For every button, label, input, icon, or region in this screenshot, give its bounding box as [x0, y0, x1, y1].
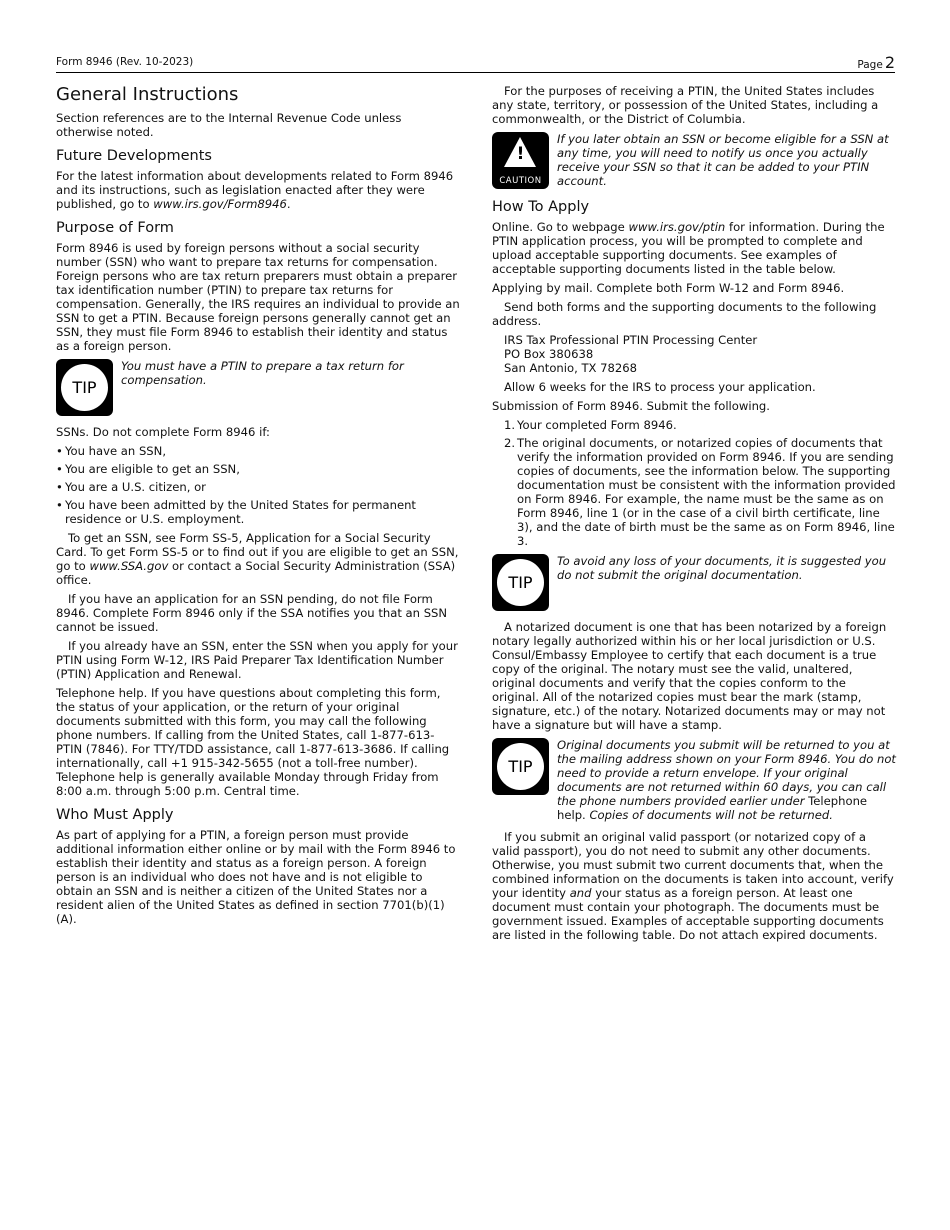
online-text — [492, 220, 896, 276]
tip-text-part: Original documents you submit will be returned to you at the mailing address shown on your Form 8946. You do not need to provide a return envelope. If your original documents are not returned within 60 days, you can call the phone numbers provided earlier under — [557, 738, 896, 808]
future-developments-body: For the latest information about developments related to Form 8946 and its instructions, such as legislation enacted after they were published, go to — [56, 169, 454, 211]
tip-text-part: Copies of documents will not be returned. — [589, 808, 833, 822]
passport-and: and — [569, 886, 592, 900]
list-item — [492, 436, 896, 548]
how-to-apply-heading: How To Apply — [492, 199, 590, 215]
tip-text: To avoid any loss of your documents, it is suggested you do not submit the original documentation. — [557, 554, 887, 582]
list-item: • You are eligible to get an SSN, — [56, 462, 460, 476]
who-must-apply-heading: Who Must Apply — [56, 807, 174, 823]
list-item: • You have an SSN, — [56, 444, 460, 458]
ptin-purposes-text: For the purposes of receiving a PTIN, the United States includes any state, territory, or possession of the United States, including a commonwealth, or the District of Columbia. — [492, 84, 879, 126]
who-must-apply-text: As part of applying for a PTIN, a foreign person must provide additional information either online or by mail with the Form 8946 to establish their identity and status as a foreign person. A foreign person is an individual who does not have and is not eligible to obtain an SSN and is neither a citizen of the United States nor a resident alien of the United States as defined in section 7701(b)(1)(A). — [56, 828, 456, 926]
tip-callout-returned — [492, 738, 896, 822]
tip-label: TIP — [497, 559, 544, 606]
address-line: San Antonio, TX 78268 — [504, 361, 638, 375]
general-instructions-heading: General Instructions — [56, 84, 239, 105]
already-have-ssn-text: If you already have an SSN, enter the SSN when you apply for your PTIN using Form W-12, IRS Paid Preparer Tax Identification Number (PTIN) Application and Renewal. — [56, 639, 458, 681]
left-column — [56, 84, 460, 931]
future-developments-heading: Future Developments — [56, 148, 212, 164]
allow-time-text: Allow 6 weeks for the IRS to process your application. — [504, 380, 816, 394]
passport-part: your status as a foreign person. At least one document must contain your photograph. The documents must be government issued. Examples of acceptable supporting documents are listed in the following table. Do not attach expired documents. — [492, 886, 884, 942]
page-indicator — [857, 53, 895, 72]
submission-list — [492, 418, 896, 548]
notarized-text: A notarized document is one that has been notarized by a foreign notary legally authorized within his or her local jurisdiction or U.S. Consul/Embassy Employee to certify that each document is a true copy of the original. The notary must see the valid, unaltered, original documents and verify that the copies conform to the original. All of the notarized copies must bear the mark (stamp, signature, etc.) of the notary. Notarized documents may or may not have a signature but will have a stamp. — [492, 620, 887, 732]
page-header — [56, 54, 895, 73]
tip-text: You must have a PTIN to prepare a tax return for compensation. — [121, 359, 404, 387]
online-lead: Online. Go to webpage — [492, 220, 625, 234]
item-number: 1. — [504, 418, 516, 432]
item-number: 2. — [504, 436, 516, 450]
mail-text: Applying by mail. Complete both Form W-12 and Form 8946. — [492, 281, 845, 295]
mailing-address — [492, 333, 896, 375]
caution-callout — [492, 132, 896, 190]
address-line: IRS Tax Professional PTIN Processing Center — [504, 333, 758, 347]
ssns-list — [56, 444, 460, 526]
item-text: Your completed Form 8946. — [517, 418, 677, 432]
ssn-pending-text: If you have an application for an SSN pending, do not file Form 8946. Complete Form 8946 only if the SSA notifies you that an SSN cannot be issued. — [56, 592, 448, 634]
purpose-text: Form 8946 is used by foreign persons without a social security number (SSN) who want to prepare tax returns for compensation. Foreign persons who are tax return preparers must obtain a preparer tax identification number (PTIN) to prepare tax returns for compensation. Generally, the IRS requires an individual to provide an SSN to get a PTIN. Because foreign persons generally cannot get an SSN, they must file Form 8946 to establish their identity and status as a foreign person. — [56, 241, 460, 353]
get-ssn-text — [56, 531, 460, 587]
list-item — [492, 418, 896, 432]
tip-label: TIP — [61, 364, 108, 411]
get-ssn-body: To get an SSN, see Form SS-5, Application for a Social Security Card. To get Form SS-5 or to find out if you are eligible to get an SSN, go to — [56, 531, 459, 573]
right-column — [492, 84, 896, 947]
tip-callout-ptin — [56, 359, 460, 417]
ssns-lead: SSNs. Do not complete Form 8946 if: — [56, 425, 270, 439]
tip-icon — [492, 738, 549, 795]
tip-icon — [56, 359, 113, 416]
telephone-help-ref: Telephone help. — [557, 794, 868, 822]
address-line: PO Box 380638 — [504, 347, 594, 361]
caution-icon: ! CAUTION — [492, 132, 549, 189]
tip-callout-originals — [492, 554, 896, 612]
item-text: The original documents, or notarized copies of documents that verify the information provided on Form 8946. If you are sending copies of documents, see the information below. The supporting documentation must be consistent with the information provided on Form 8946. For example, the name must be the same as on Form 8946, line 1 (or in the case of a civil birth certificate, line 3), and the date of birth must be the same as on Form 8946, line 3. — [517, 436, 896, 548]
send-text: Send both forms and the supporting documents to the following address. — [492, 300, 877, 328]
form8946-link[interactable]: www.irs.gov/Form8946 — [153, 197, 287, 211]
caution-label: CAUTION — [499, 176, 542, 186]
future-developments-text: For the latest information about developments related to Form 8946 and its instructions, such as legislation enacted after they were published, go to www.irs.gov/Form8946. — [56, 169, 454, 211]
tip-label: TIP — [497, 743, 544, 790]
list-item: • You have been admitted by the United States for permanent residence or U.S. employment. — [56, 498, 460, 526]
ssa-link[interactable]: www.SSA.gov — [89, 559, 169, 573]
purpose-heading: Purpose of Form — [56, 220, 174, 236]
telephone-help-text: Telephone help. If you have questions about completing this form, the status of your application, or the return of your original documents submitted with this form, you may call the following phone numbers. If calling from the United States, call 1-877-613-PTIN (7846). For TTY/TDD assistance, call 1-877-613-3686. If calling internationally, call +1 915-342-5655 (not a toll-free number). Telephone help is generally available Monday through Friday from 8:00 a.m. through 5:00 p.m. Central time. — [56, 686, 450, 798]
passport-text — [492, 830, 896, 942]
ptin-link[interactable]: www.irs.gov/ptin — [628, 220, 726, 234]
tip-icon — [492, 554, 549, 611]
form-id: Form 8946 (Rev. 10-2023) — [56, 56, 194, 68]
passport-part: If you submit an original valid passport (or notarized copy of a valid passport), you do not need to submit any other documents. Otherwise, you must submit two current documents that, when the combined information on the documents is taken into account, verify your identity — [492, 830, 894, 900]
list-item: • You are a U.S. citizen, or — [56, 480, 460, 494]
get-ssn-tail: or contact a Social Security Administration (SSA) office. — [56, 559, 456, 587]
submission-text: Submission of Form 8946. Submit the following. — [492, 399, 770, 413]
online-body: for information. During the PTIN application process, you will be prompted to complete and upload acceptable supporting documents. See examples of acceptable supporting documents listed in the table below. — [492, 220, 885, 276]
section-references-text: Section references are to the Internal Revenue Code unless otherwise noted. — [56, 111, 402, 139]
page-number: 2 — [884, 53, 895, 72]
caution-text: If you later obtain an SSN or become eligible for a SSN at any time, you will need to notify us once you actually receive your SSN so that it can be added to your PTIN account. — [557, 132, 889, 188]
tip-text — [557, 738, 896, 822]
page-label: Page — [857, 59, 883, 71]
